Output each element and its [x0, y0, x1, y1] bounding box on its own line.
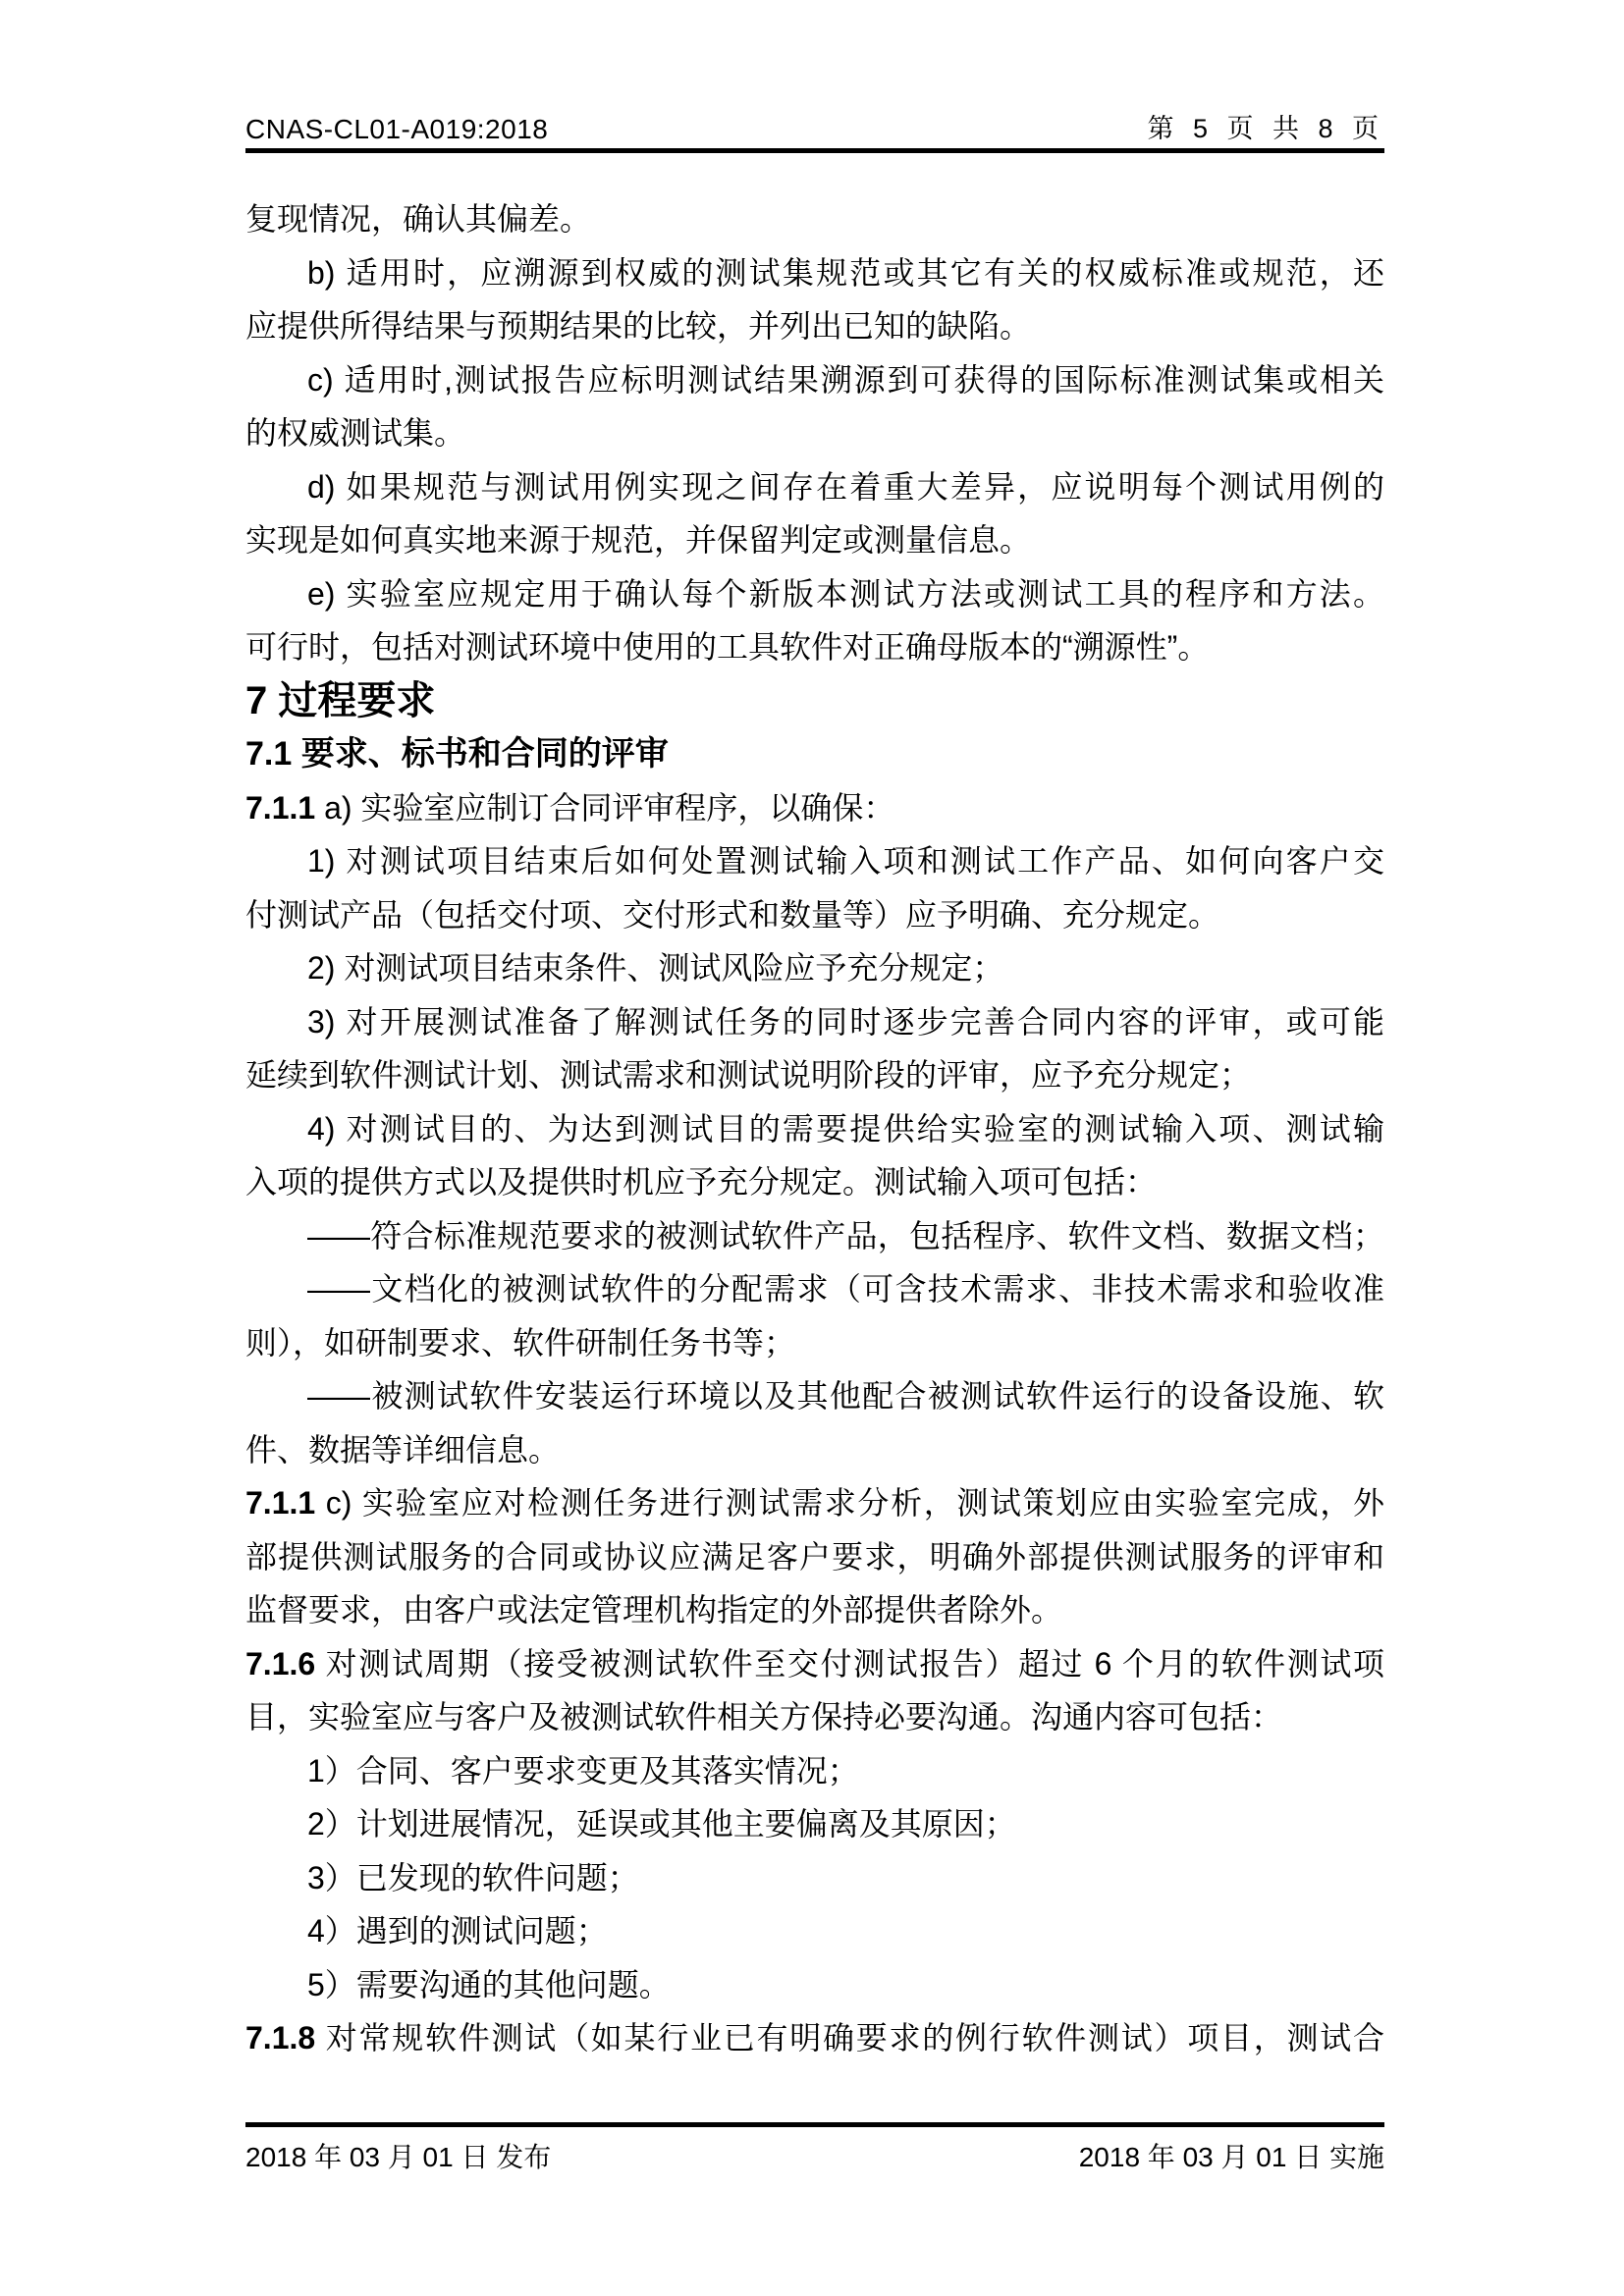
release-date: 2018 年 03 月 01 日 发布: [245, 2142, 552, 2172]
line-text: 应提供所得结果与预期结果的比较，并列出已知的缺陷。: [245, 308, 1032, 344]
line-text: ——符合标准规范要求的被测试软件产品，包括程序、软件文档、数据文档；: [307, 1217, 1384, 1254]
text-line: [245, 1797, 1384, 1851]
line-text: 部提供测试服务的合同或协议应满足客户要求，明确外部提供测试服务的评审和: [245, 1538, 1384, 1575]
line-text: 复现情况，确认其偏差。: [245, 201, 592, 237]
text-line: [245, 1102, 1384, 1156]
text-line: [245, 995, 1384, 1049]
document-body: [245, 192, 1384, 2065]
text-line: [245, 353, 1384, 407]
line-text: 的权威测试集。: [245, 415, 466, 451]
line-text: d) 如果规范与测试用例实现之间存在着重大差异，应说明每个测试用例的: [307, 468, 1384, 505]
line-text: 5）需要沟通的其他问题。: [307, 1966, 671, 2002]
text-line: [245, 1904, 1384, 1958]
line-text: 则），如研制要求、软件研制任务书等；: [245, 1324, 796, 1361]
text-line: [245, 1476, 1384, 1530]
line-text: 4）遇到的测试问题；: [307, 1913, 608, 1949]
text-line: [245, 1744, 1384, 1798]
page-header: [245, 102, 1384, 145]
line-text: b) 适用时，应溯源到权威的测试集规范或其它有关的权威标准或规范，还: [307, 254, 1384, 291]
line-text: 2) 对测试项目结束条件、测试风险应予充分规定；: [307, 950, 1004, 986]
clause-number: 7.1.1: [245, 1485, 316, 1521]
line-text: 7.1 要求、标书和合同的评审: [245, 735, 669, 773]
line-text: 1）合同、客户要求变更及其落实情况；: [307, 1752, 859, 1789]
line-text: 1) 对测试项目结束后如何处置测试输入项和测试工作产品、如何向客户交: [307, 843, 1384, 879]
line-text: 3) 对开展测试准备了解测试任务的同时逐步完善合同内容的评审，或可能: [307, 1003, 1384, 1040]
line-text: 对常规软件测试（如某行业已有明确要求的例行软件测试）项目，测试合: [315, 2020, 1384, 2056]
line-text: 延续到软件测试计划、测试需求和测试说明阶段的评审，应予充分规定；: [245, 1057, 1252, 1093]
clause-number: 7.1.8: [245, 2020, 316, 2056]
line-text: 可行时，包括对测试环境中使用的工具软件对正确母版本的“溯源性”。: [245, 629, 1210, 665]
text-line: [245, 1048, 1384, 1102]
line-text: e) 实验室应规定用于确认每个新版本测试方法或测试工具的程序和方法。: [307, 575, 1384, 612]
text-line: [245, 567, 1384, 621]
line-text: a) 实验室应制订合同评审程序，以确保：: [315, 789, 895, 826]
text-line: [245, 781, 1384, 835]
text-line: [245, 1316, 1384, 1370]
text-line: [245, 1958, 1384, 2012]
clause-number: 7.1.6: [245, 1645, 316, 1682]
text-line: [245, 246, 1384, 300]
line-text: ——被测试软件安装运行环境以及其他配合被测试软件运行的设备设施、软: [307, 1378, 1384, 1414]
text-line: [245, 1851, 1384, 1905]
text-line: [245, 1209, 1384, 1263]
line-text: 监督要求，由客户或法定管理机构指定的外部提供者除外。: [245, 1592, 1063, 1628]
text-line: [245, 1369, 1384, 1423]
text-line: [245, 1530, 1384, 1584]
header-rule: [245, 148, 1384, 153]
text-line: [245, 620, 1384, 674]
line-text: 入项的提供方式以及提供时机应予充分规定。测试输入项可包括：: [245, 1164, 1158, 1200]
text-line: [245, 406, 1384, 460]
section-heading: [245, 674, 1384, 728]
line-text: 2）计划进展情况，延误或其他主要偏离及其原因；: [307, 1806, 1016, 1842]
text-line: [245, 1637, 1384, 1691]
clause-number: 7.1.1: [245, 789, 316, 826]
line-text: 件、数据等详细信息。: [245, 1431, 561, 1468]
line-text: 4) 对测试目的、为达到测试目的需要提供给实验室的测试输入项、测试输: [307, 1110, 1384, 1147]
line-text: 7 过程要求: [245, 678, 436, 722]
footer-rule: [245, 2122, 1384, 2127]
text-line: [245, 1583, 1384, 1637]
line-text: c) 实验室应对检测任务进行测试需求分析，测试策划应由实验室完成，外: [315, 1485, 1384, 1521]
implementation-date: 2018 年 03 月 01 日 实施: [1078, 2142, 1384, 2172]
line-text: 3）已发现的软件问题；: [307, 1859, 639, 1896]
text-line: [245, 834, 1384, 888]
text-line: [245, 299, 1384, 353]
text-line: [245, 2011, 1384, 2065]
page-footer: [245, 2136, 1384, 2175]
line-text: 实现是如何真实地来源于规范，并保留判定或测量信息。: [245, 522, 1032, 558]
page-number: 第 5 页 共 8 页: [1147, 114, 1384, 143]
text-line: [245, 460, 1384, 514]
line-text: ——文档化的被测试软件的分配需求（可含技术需求、非技术需求和验收准: [307, 1271, 1384, 1307]
text-line: [245, 1423, 1384, 1477]
text-line: [245, 1262, 1384, 1316]
text-line: [245, 192, 1384, 246]
line-text: 付测试产品（包括交付项、交付形式和数量等）应予明确、充分规定。: [245, 896, 1220, 933]
text-line: [245, 941, 1384, 995]
line-text: 目，实验室应与客户及被测试软件相关方保持必要沟通。沟通内容可包括：: [245, 1699, 1283, 1735]
text-line: [245, 888, 1384, 942]
section-heading: [245, 727, 1384, 781]
line-text: 对测试周期（接受被测试软件至交付测试报告）超过 6 个月的软件测试项: [315, 1645, 1384, 1682]
line-text: c) 适用时,测试报告应标明测试结果溯源到可获得的国际标准测试集或相关: [307, 361, 1384, 398]
text-line: [245, 1155, 1384, 1209]
doc-code: CNAS-CL01-A019:2018: [245, 114, 549, 144]
text-line: [245, 513, 1384, 567]
text-line: [245, 1690, 1384, 1744]
